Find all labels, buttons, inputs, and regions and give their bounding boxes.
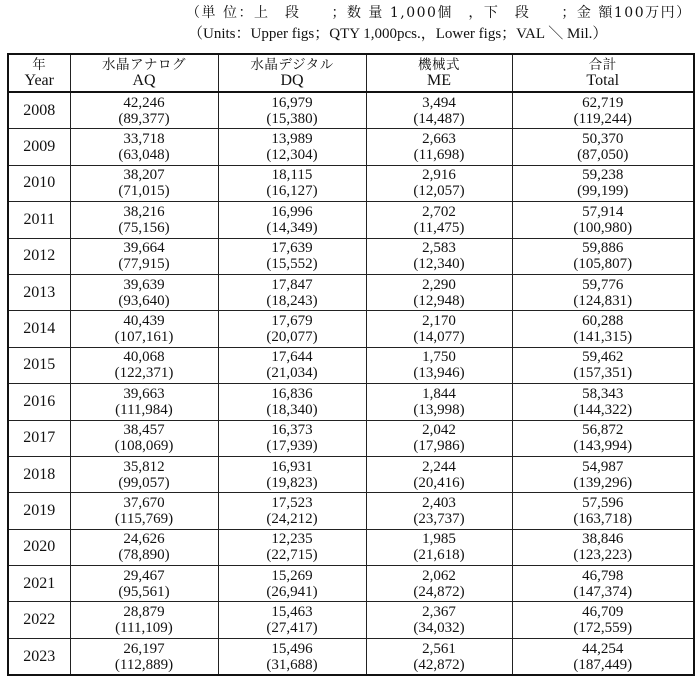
header-year — [8, 54, 70, 92]
table-row — [8, 129, 694, 165]
dq-value: (17,939) — [266, 438, 318, 455]
year-cell: 2019 — [8, 493, 70, 529]
total-quantity: 60,288 — [582, 313, 624, 330]
total-quantity: 57,914 — [582, 203, 624, 220]
header-year-jp: 年 — [32, 57, 47, 73]
aq-cell — [70, 566, 218, 602]
aq-cell — [70, 493, 218, 529]
dq-cell — [218, 456, 366, 492]
total-quantity: 38,846 — [582, 531, 624, 548]
table-row — [8, 165, 694, 201]
aq-cell — [70, 311, 218, 347]
aq-quantity: 38,216 — [123, 203, 165, 220]
dq-value: (24,212) — [266, 510, 318, 527]
me-cell — [366, 311, 512, 347]
aq-value: (107,161) — [114, 329, 174, 346]
header-me — [366, 54, 512, 92]
total-cell — [512, 529, 694, 565]
aq-quantity: 39,639 — [123, 276, 165, 293]
me-quantity: 3,494 — [422, 94, 456, 111]
me-quantity: 2,583 — [422, 240, 456, 257]
year-cell: 2018 — [8, 456, 70, 492]
me-cell — [366, 238, 512, 274]
me-value: (14,077) — [413, 329, 465, 346]
table-row — [8, 202, 694, 238]
aq-value: (71,015) — [118, 183, 170, 200]
year-cell: 2021 — [8, 566, 70, 602]
aq-cell — [70, 638, 218, 675]
aq-quantity: 40,439 — [123, 313, 165, 330]
dq-quantity: 16,996 — [271, 203, 313, 220]
total-cell — [512, 420, 694, 456]
table-row — [8, 311, 694, 347]
dq-cell — [218, 202, 366, 238]
total-cell — [512, 638, 694, 675]
dq-value: (12,304) — [266, 147, 318, 164]
year-cell: 2013 — [8, 274, 70, 310]
total-cell — [512, 347, 694, 383]
table-row — [8, 420, 694, 456]
dq-quantity: 16,373 — [271, 422, 313, 439]
total-quantity: 57,596 — [582, 494, 624, 511]
dq-cell — [218, 238, 366, 274]
dq-cell — [218, 566, 366, 602]
aq-value: (115,769) — [114, 510, 174, 527]
aq-cell — [70, 529, 218, 565]
me-quantity: 2,663 — [422, 131, 456, 148]
year-cell: 2017 — [8, 420, 70, 456]
aq-cell — [70, 165, 218, 201]
dq-value: (18,340) — [266, 401, 318, 418]
dq-value: (15,380) — [266, 110, 318, 127]
dq-cell — [218, 347, 366, 383]
dq-quantity: 17,644 — [271, 349, 313, 366]
aq-quantity: 33,718 — [123, 131, 165, 148]
me-cell — [366, 566, 512, 602]
header-dq-en: DQ — [280, 72, 304, 89]
total-quantity: 56,872 — [582, 422, 624, 439]
aq-value: (78,890) — [118, 547, 170, 564]
year-cell: 2010 — [8, 165, 70, 201]
me-value: (13,998) — [413, 401, 465, 418]
me-quantity: 2,367 — [422, 604, 456, 621]
year-cell: 2008 — [8, 92, 70, 129]
me-cell — [366, 420, 512, 456]
me-value: (21,618) — [413, 547, 465, 564]
header-aq-jp: 水晶アナログ — [102, 57, 186, 73]
total-quantity: 46,709 — [582, 604, 624, 621]
dq-cell — [218, 274, 366, 310]
aq-quantity: 26,197 — [123, 640, 165, 657]
total-value: (143,994) — [573, 438, 633, 455]
dq-cell — [218, 311, 366, 347]
dq-cell — [218, 602, 366, 638]
me-quantity: 2,042 — [422, 422, 456, 439]
aq-cell — [70, 456, 218, 492]
total-quantity: 58,343 — [582, 385, 624, 402]
watch-shipments-table — [7, 53, 695, 676]
year-cell: 2012 — [8, 238, 70, 274]
aq-quantity: 37,670 — [123, 494, 165, 511]
me-quantity: 2,062 — [422, 567, 456, 584]
dq-quantity: 17,523 — [271, 494, 313, 511]
table-row — [8, 238, 694, 274]
me-quantity: 2,170 — [422, 313, 456, 330]
total-value: (163,718) — [573, 510, 633, 527]
me-cell — [366, 165, 512, 201]
aq-cell — [70, 238, 218, 274]
me-quantity: 1,750 — [422, 349, 456, 366]
dq-cell — [218, 493, 366, 529]
me-value: (34,032) — [413, 620, 465, 637]
aq-value: (75,156) — [118, 219, 170, 236]
aq-value: (122,371) — [114, 365, 174, 382]
dq-quantity: 17,639 — [271, 240, 313, 257]
dq-cell — [218, 165, 366, 201]
header-me-en: ME — [427, 72, 451, 89]
units-note-english: （Units：Upper figs；QTY 1,000pcs.，Lower figs；VAL ＼ Mil.） — [188, 26, 608, 42]
header-total-en: Total — [586, 72, 620, 89]
aq-value: (93,640) — [118, 292, 170, 309]
aq-cell — [70, 202, 218, 238]
aq-cell — [70, 602, 218, 638]
aq-cell — [70, 274, 218, 310]
total-quantity: 59,886 — [582, 240, 624, 257]
total-cell — [512, 92, 694, 129]
aq-quantity: 40,068 — [123, 349, 165, 366]
total-value: (124,831) — [573, 292, 633, 309]
header-aq-en: AQ — [132, 72, 156, 89]
me-cell — [366, 456, 512, 492]
total-value: (139,296) — [573, 474, 633, 491]
dq-value: (27,417) — [266, 620, 318, 637]
dq-quantity: 16,836 — [271, 385, 313, 402]
aq-value: (95,561) — [118, 583, 170, 600]
total-value: (157,351) — [573, 365, 633, 382]
me-quantity: 2,561 — [422, 640, 456, 657]
table-row — [8, 529, 694, 565]
dq-quantity: 15,496 — [271, 640, 313, 657]
header-aq — [70, 54, 218, 92]
total-quantity: 59,776 — [582, 276, 624, 293]
me-cell — [366, 274, 512, 310]
year-cell: 2016 — [8, 384, 70, 420]
header-dq — [218, 54, 366, 92]
total-value: (105,807) — [573, 256, 633, 273]
me-cell — [366, 529, 512, 565]
table-row — [8, 92, 694, 129]
dq-value: (18,243) — [266, 292, 318, 309]
dq-cell — [218, 92, 366, 129]
me-value: (17,986) — [413, 438, 465, 455]
dq-quantity: 18,115 — [271, 167, 313, 184]
table-row — [8, 347, 694, 383]
table-row — [8, 493, 694, 529]
total-cell — [512, 602, 694, 638]
header-dq-jp: 水晶デジタル — [250, 57, 334, 73]
total-cell — [512, 566, 694, 602]
aq-quantity: 38,457 — [123, 422, 165, 439]
me-value: (14,487) — [413, 110, 465, 127]
me-quantity: 2,916 — [422, 167, 456, 184]
total-quantity: 59,462 — [582, 349, 624, 366]
dq-quantity: 16,931 — [271, 458, 313, 475]
me-cell — [366, 638, 512, 675]
me-cell — [366, 602, 512, 638]
aq-cell — [70, 420, 218, 456]
me-quantity: 2,290 — [422, 276, 456, 293]
year-cell: 2022 — [8, 602, 70, 638]
me-value: (11,475) — [413, 219, 465, 236]
dq-quantity: 15,269 — [271, 567, 313, 584]
total-cell — [512, 456, 694, 492]
me-cell — [366, 384, 512, 420]
me-value: (23,737) — [413, 510, 465, 527]
aq-quantity: 38,207 — [123, 167, 165, 184]
dq-cell — [218, 384, 366, 420]
me-quantity: 2,702 — [422, 203, 456, 220]
total-value: (99,199) — [577, 183, 629, 200]
total-cell — [512, 165, 694, 201]
aq-value: (111,984) — [115, 401, 173, 418]
year-cell: 2009 — [8, 129, 70, 165]
me-cell — [366, 129, 512, 165]
me-value: (20,416) — [413, 474, 465, 491]
dq-quantity: 15,463 — [271, 604, 313, 621]
aq-quantity: 39,664 — [123, 240, 165, 257]
total-quantity: 59,238 — [582, 167, 624, 184]
table-row — [8, 602, 694, 638]
dq-cell — [218, 420, 366, 456]
dq-value: (20,077) — [266, 329, 318, 346]
table-row — [8, 274, 694, 310]
dq-value: (31,688) — [266, 656, 318, 673]
total-value: (141,315) — [573, 329, 633, 346]
table-row — [8, 638, 694, 675]
aq-value: (99,057) — [118, 474, 170, 491]
aq-value: (89,377) — [118, 110, 170, 127]
total-value: (100,980) — [573, 219, 633, 236]
me-cell — [366, 202, 512, 238]
aq-cell — [70, 384, 218, 420]
total-quantity: 54,987 — [582, 458, 624, 475]
aq-quantity: 28,879 — [123, 604, 165, 621]
total-quantity: 62,719 — [582, 94, 624, 111]
total-value: (172,559) — [573, 620, 633, 637]
total-value: (187,449) — [573, 656, 633, 673]
me-quantity: 1,844 — [422, 385, 456, 402]
total-cell — [512, 311, 694, 347]
total-value: (147,374) — [573, 583, 633, 600]
me-value: (12,057) — [413, 183, 465, 200]
aq-quantity: 35,812 — [123, 458, 165, 475]
table-row — [8, 566, 694, 602]
header-row — [8, 54, 694, 92]
table-row — [8, 456, 694, 492]
me-value: (42,872) — [413, 656, 465, 673]
aq-quantity: 39,663 — [123, 385, 165, 402]
table-row — [8, 384, 694, 420]
total-quantity: 44,254 — [582, 640, 624, 657]
dq-value: (22,715) — [266, 547, 318, 564]
units-note-japanese: （単 位：上 段 ；数 量 1,000個 ，下 段 ；金 額100万円） — [186, 5, 692, 21]
header-me-jp: 機械式 — [418, 57, 460, 73]
year-cell: 2015 — [8, 347, 70, 383]
me-value: (12,340) — [413, 256, 465, 273]
aq-value: (63,048) — [118, 147, 170, 164]
dq-value: (14,349) — [266, 219, 318, 236]
dq-quantity: 12,235 — [271, 531, 313, 548]
aq-value: (112,889) — [114, 656, 174, 673]
total-quantity: 50,370 — [582, 131, 624, 148]
total-cell — [512, 129, 694, 165]
header-total-jp: 合計 — [588, 57, 617, 73]
dq-cell — [218, 129, 366, 165]
aq-cell — [70, 347, 218, 383]
me-value: (11,698) — [413, 147, 465, 164]
aq-quantity: 42,246 — [123, 94, 165, 111]
dq-cell — [218, 529, 366, 565]
me-value: (24,872) — [413, 583, 465, 600]
dq-cell — [218, 638, 366, 675]
dq-value: (21,034) — [266, 365, 318, 382]
me-cell — [366, 493, 512, 529]
me-value: (12,948) — [413, 292, 465, 309]
aq-value: (111,109) — [115, 620, 173, 637]
aq-cell — [70, 92, 218, 129]
total-value: (87,050) — [577, 147, 629, 164]
aq-quantity: 24,626 — [123, 531, 165, 548]
aq-quantity: 29,467 — [123, 567, 165, 584]
me-quantity: 2,244 — [422, 458, 456, 475]
dq-quantity: 17,679 — [271, 313, 313, 330]
me-cell — [366, 347, 512, 383]
total-cell — [512, 238, 694, 274]
total-cell — [512, 493, 694, 529]
me-value: (13,946) — [413, 365, 465, 382]
total-quantity: 46,798 — [582, 567, 624, 584]
total-value: (144,322) — [573, 401, 633, 418]
aq-value: (108,069) — [114, 438, 174, 455]
year-cell: 2011 — [8, 202, 70, 238]
total-value: (119,244) — [573, 110, 632, 127]
me-quantity: 2,403 — [422, 494, 456, 511]
aq-value: (77,915) — [118, 256, 170, 273]
dq-quantity: 17,847 — [271, 276, 313, 293]
year-cell: 2014 — [8, 311, 70, 347]
total-cell — [512, 384, 694, 420]
dq-value: (26,941) — [266, 583, 318, 600]
aq-cell — [70, 129, 218, 165]
total-value: (123,223) — [573, 547, 633, 564]
dq-value: (15,552) — [266, 256, 318, 273]
year-cell: 2020 — [8, 529, 70, 565]
me-quantity: 1,985 — [422, 531, 456, 548]
dq-quantity: 16,979 — [271, 94, 313, 111]
header-total — [512, 54, 694, 92]
me-cell — [366, 92, 512, 129]
dq-quantity: 13,989 — [271, 131, 313, 148]
dq-value: (19,823) — [266, 474, 318, 491]
total-cell — [512, 202, 694, 238]
header-year-en: Year — [24, 72, 54, 89]
dq-value: (16,127) — [266, 183, 318, 200]
table-body — [8, 92, 694, 675]
total-cell — [512, 274, 694, 310]
year-cell: 2023 — [8, 638, 70, 675]
